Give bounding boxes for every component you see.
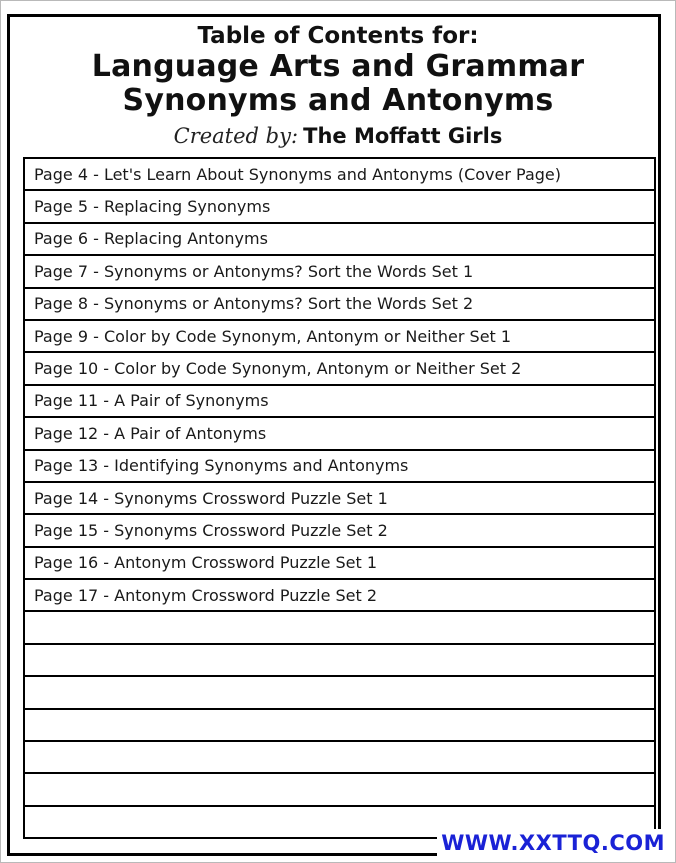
toc-row-blank [25, 677, 654, 709]
toc-row: Page 17 - Antonym Crossword Puzzle Set 2 [25, 580, 654, 612]
toc-row: Page 10 - Color by Code Synonym, Antonym or Neither Set 2 [25, 353, 654, 385]
toc-table [23, 157, 656, 839]
toc-row: Page 4 - Let's Learn About Synonyms and Antonyms (Cover Page) [25, 159, 654, 191]
toc-heading: Table of Contents for: [197, 23, 479, 49]
toc-row: Page 15 - Synonyms Crossword Puzzle Set 2 [25, 515, 654, 547]
toc-row-blank [25, 645, 654, 677]
toc-row-blank [25, 612, 654, 644]
title-line-2: Synonyms and Antonyms [122, 83, 554, 118]
title-line-1: Language Arts and Grammar [91, 49, 585, 84]
watermark: WWW.XXTTQ.COM [437, 829, 669, 857]
toc-row: Page 11 - A Pair of Synonyms [25, 386, 654, 418]
toc-row-blank [25, 710, 654, 742]
credit-name: The Moffatt Girls [303, 124, 503, 148]
toc-row: Page 16 - Antonym Crossword Puzzle Set 1 [25, 548, 654, 580]
header [10, 18, 666, 156]
toc-row: Page 9 - Color by Code Synonym, Antonym or Neither Set 1 [25, 321, 654, 353]
toc-row: Page 7 - Synonyms or Antonyms? Sort the Words Set 1 [25, 256, 654, 288]
toc-row-blank [25, 774, 654, 806]
toc-row: Page 13 - Identifying Synonyms and Antonyms [25, 451, 654, 483]
toc-row: Page 14 - Synonyms Crossword Puzzle Set 1 [25, 483, 654, 515]
toc-row: Page 6 - Replacing Antonyms [25, 224, 654, 256]
toc-row: Page 5 - Replacing Synonyms [25, 191, 654, 223]
credit-label: Created by: [173, 124, 299, 148]
toc-row: Page 8 - Synonyms or Antonyms? Sort the Words Set 2 [25, 289, 654, 321]
toc-row: Page 12 - A Pair of Antonyms [25, 418, 654, 450]
toc-row-blank [25, 742, 654, 774]
credit-line [10, 118, 666, 156]
